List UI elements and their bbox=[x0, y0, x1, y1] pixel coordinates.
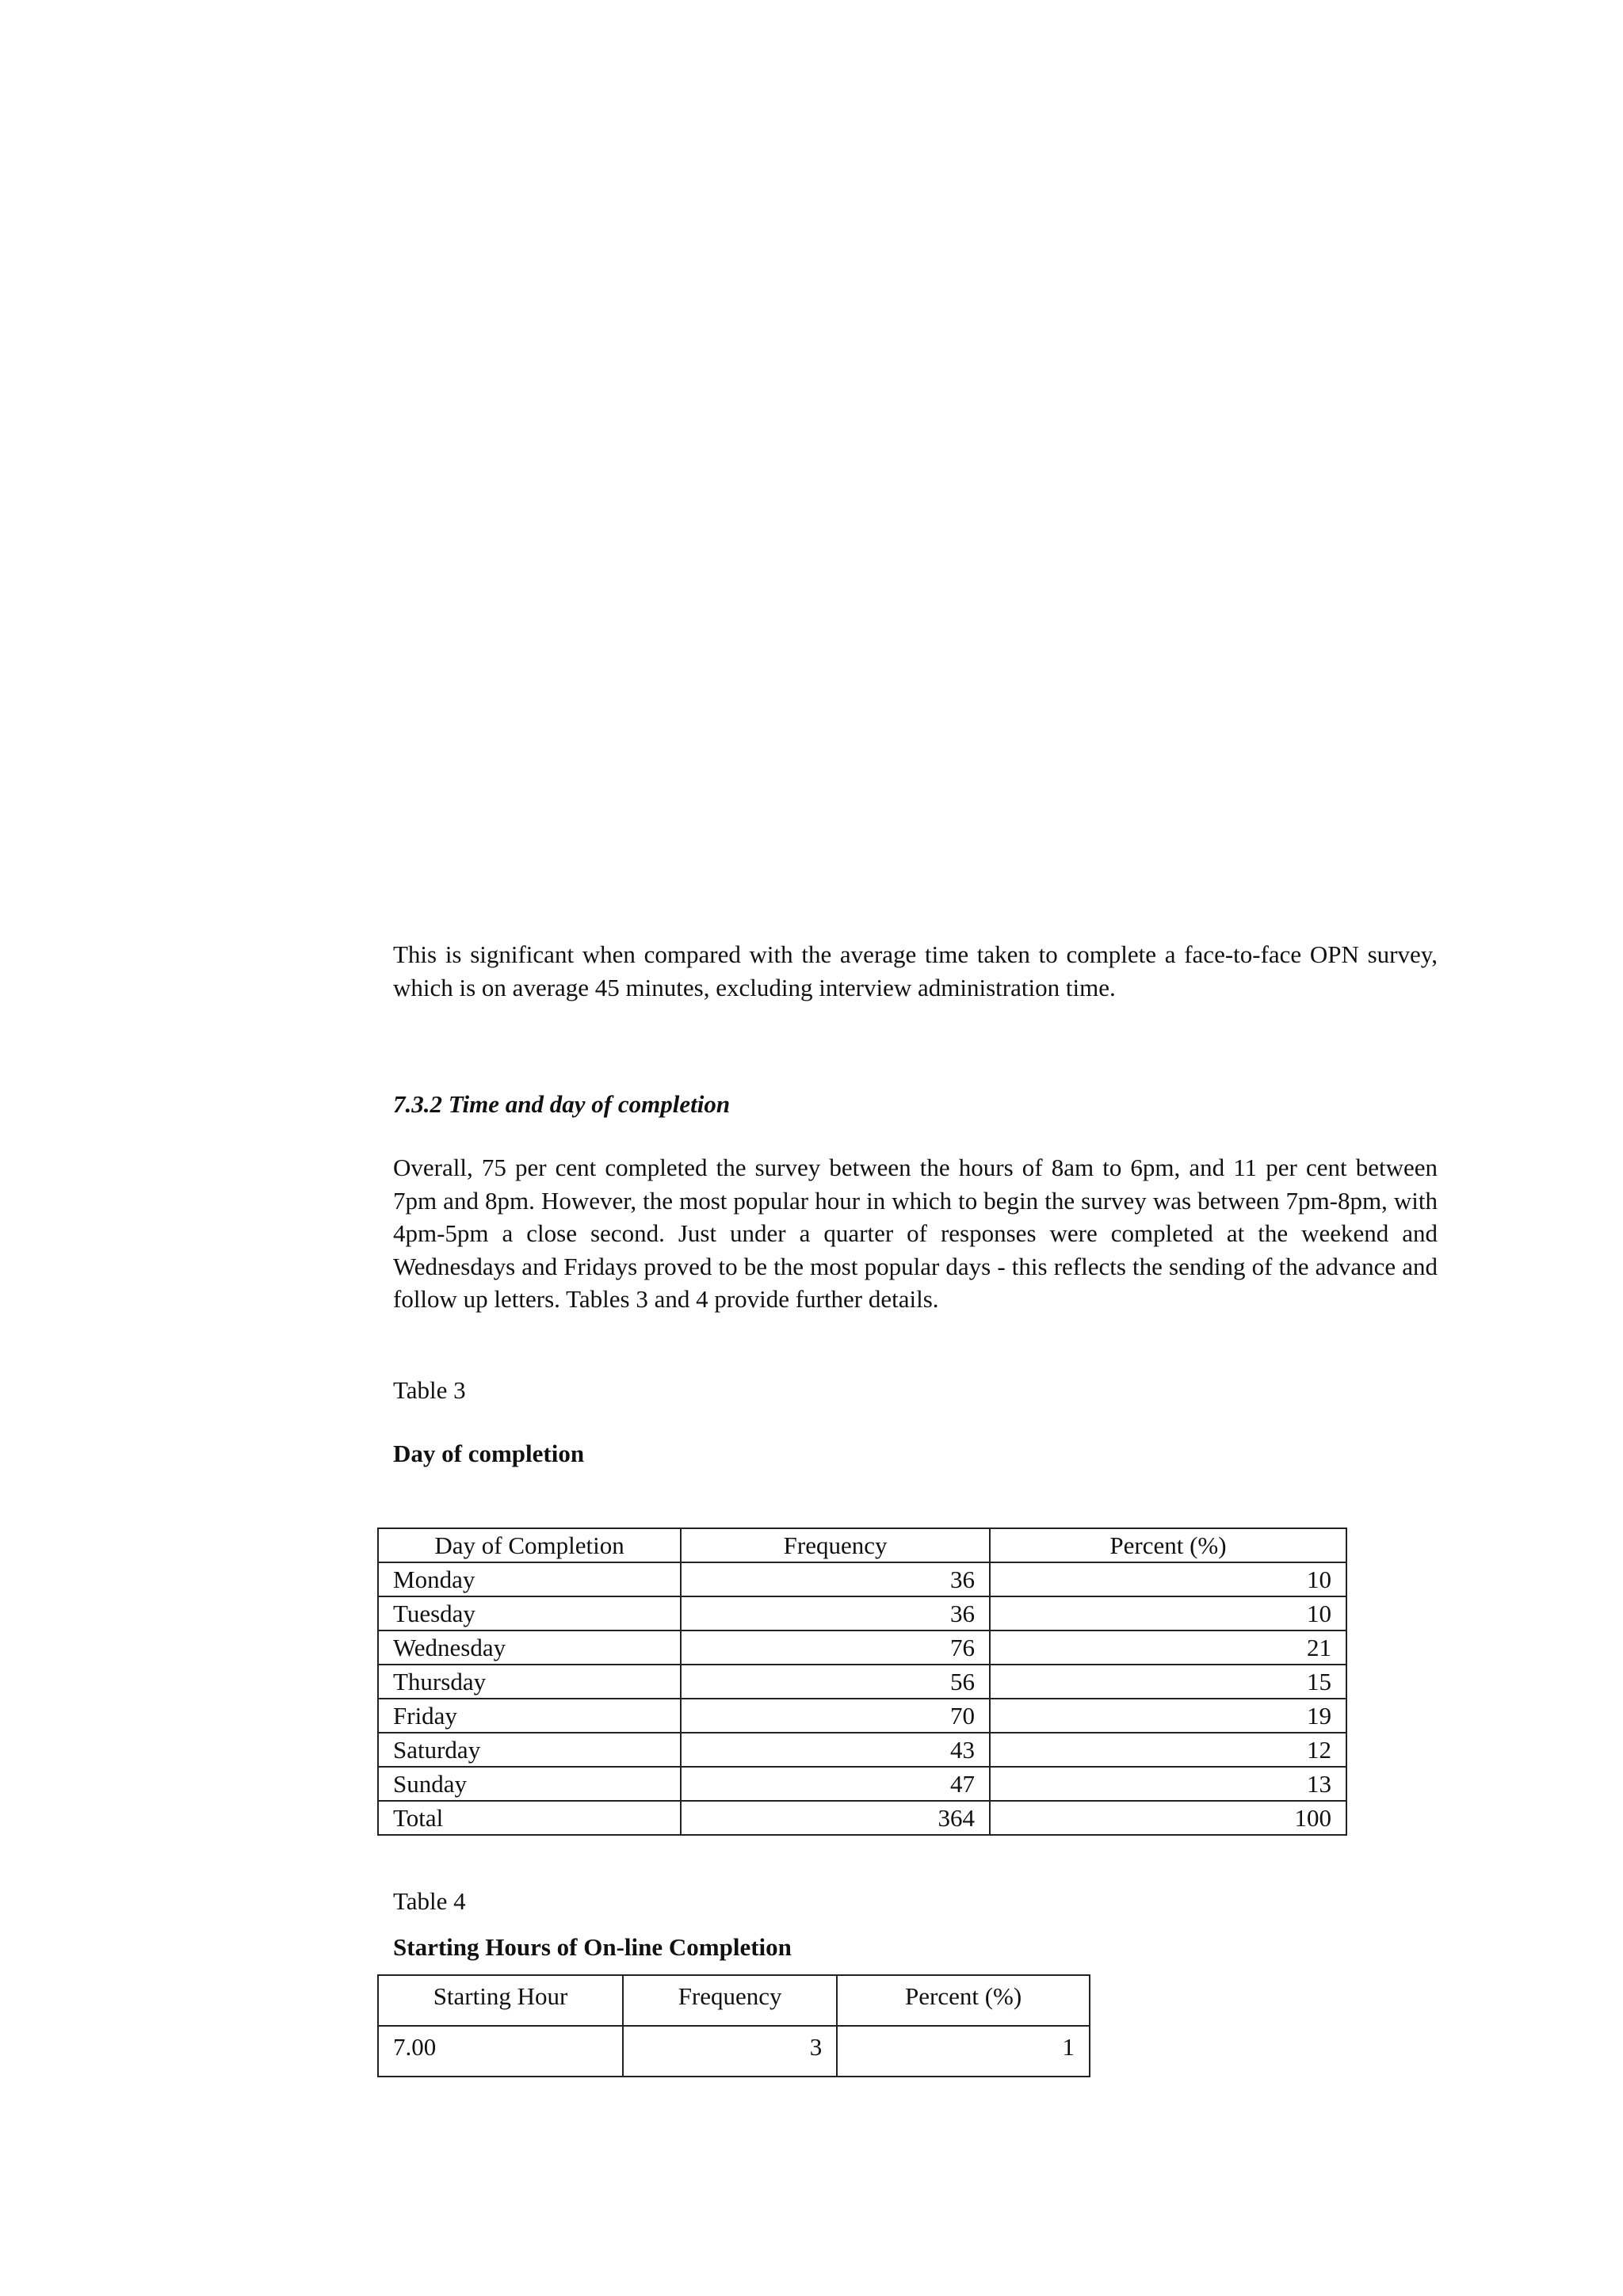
table3-title: Day of completion bbox=[393, 1440, 585, 1467]
column-header-day: Day of Completion bbox=[378, 1528, 681, 1562]
section-heading: 7.3.2 Time and day of completion bbox=[393, 1090, 731, 1118]
cell-frequency: 36 bbox=[681, 1596, 990, 1630]
cell-percent: 13 bbox=[990, 1767, 1346, 1801]
table-total-row bbox=[378, 1801, 1346, 1835]
table3-label: Table 3 bbox=[393, 1376, 466, 1404]
cell-day: Saturday bbox=[378, 1733, 681, 1767]
table4-label: Table 4 bbox=[393, 1887, 466, 1915]
table-row bbox=[378, 2026, 1090, 2077]
table-row bbox=[378, 1699, 1346, 1733]
column-header-frequency: Frequency bbox=[623, 1975, 837, 2026]
cell-percent: 100 bbox=[990, 1801, 1346, 1835]
table-row bbox=[378, 1596, 1346, 1630]
cell-frequency: 364 bbox=[681, 1801, 990, 1835]
cell-day: Thursday bbox=[378, 1665, 681, 1699]
cell-day: Tuesday bbox=[378, 1596, 681, 1630]
cell-percent: 1 bbox=[837, 2026, 1090, 2077]
starting-hours-table bbox=[377, 1974, 1090, 2077]
table-header-row bbox=[378, 1528, 1346, 1562]
table-row bbox=[378, 1733, 1346, 1767]
day-of-completion-table bbox=[377, 1527, 1347, 1836]
table4-title: Starting Hours of On-line Completion bbox=[393, 1933, 792, 1961]
cell-starting-hour: 7.00 bbox=[378, 2026, 623, 2077]
cell-percent: 19 bbox=[990, 1699, 1346, 1733]
cell-frequency: 76 bbox=[681, 1630, 990, 1665]
cell-frequency: 3 bbox=[623, 2026, 837, 2077]
column-header-frequency: Frequency bbox=[681, 1528, 990, 1562]
cell-frequency: 36 bbox=[681, 1562, 990, 1596]
cell-frequency: 43 bbox=[681, 1733, 990, 1767]
cell-day: Total bbox=[378, 1801, 681, 1835]
body-paragraph-2: Overall, 75 per cent completed the survey between the hours of 8am to 6pm, and 11 per cent between 7pm and 8pm. However, the most popular hour in which to begin the survey was between 7pm-8pm, with 4pm-5pm a close second. Just under a quarter of responses were completed at the weekend and Wednesdays and Fridays proved to be the most popular days - this reflects the sending of the advance and follow up letters. Tables 3 and 4 provide further details. bbox=[393, 1154, 1438, 1313]
cell-day: Monday bbox=[378, 1562, 681, 1596]
cell-day: Wednesday bbox=[378, 1630, 681, 1665]
table-row bbox=[378, 1767, 1346, 1801]
column-header-percent: Percent (%) bbox=[990, 1528, 1346, 1562]
table-header-row bbox=[378, 1975, 1090, 2026]
cell-frequency: 47 bbox=[681, 1767, 990, 1801]
cell-day: Sunday bbox=[378, 1767, 681, 1801]
table-row bbox=[378, 1665, 1346, 1699]
table-row bbox=[378, 1630, 1346, 1665]
cell-percent: 15 bbox=[990, 1665, 1346, 1699]
body-paragraph-1: This is significant when compared with the average time taken to complete a face-to-face OPN survey, which is on average 45 minutes, excluding interview administration time. bbox=[393, 940, 1438, 1001]
cell-percent: 10 bbox=[990, 1596, 1346, 1630]
cell-frequency: 70 bbox=[681, 1699, 990, 1733]
column-header-percent: Percent (%) bbox=[837, 1975, 1090, 2026]
cell-percent: 12 bbox=[990, 1733, 1346, 1767]
cell-percent: 21 bbox=[990, 1630, 1346, 1665]
cell-frequency: 56 bbox=[681, 1665, 990, 1699]
cell-percent: 10 bbox=[990, 1562, 1346, 1596]
table-row bbox=[378, 1562, 1346, 1596]
cell-day: Friday bbox=[378, 1699, 681, 1733]
column-header-starting-hour: Starting Hour bbox=[378, 1975, 623, 2026]
